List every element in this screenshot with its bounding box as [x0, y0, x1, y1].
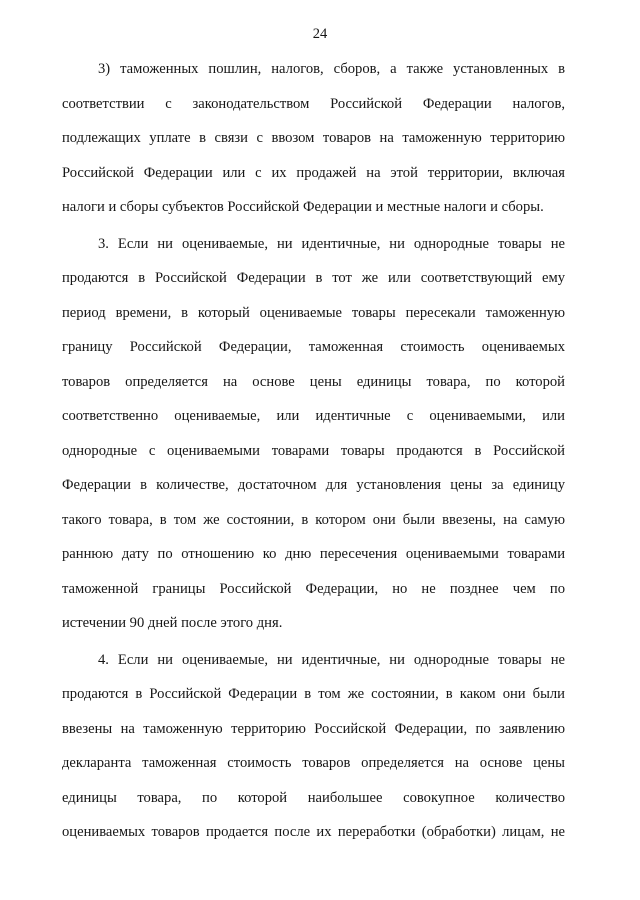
- document-body: [62, 57, 565, 855]
- text-line: 4. Если ни оцениваемые, ни идентичные, ни однородные товары не: [98, 651, 565, 668]
- text-line: Федерации в количестве, достаточном для установления цены за единицу: [62, 477, 565, 493]
- paragraph-clause-4: [62, 648, 565, 855]
- text-line: однородные с оцениваемыми товарами товары продаются в Российской: [62, 442, 565, 459]
- text-line: истечении 90 дней после этого дня.: [62, 615, 283, 631]
- text-line: 3) таможенных пошлин, налогов, сборов, а также установленных в: [98, 61, 565, 77]
- text-line: единицы товара, по которой наибольшее совокупное количество: [62, 789, 565, 806]
- text-line: соответствии с законодательством Российской Федерации налогов,: [62, 95, 565, 112]
- text-line: раннюю дату по отношению ко дню пересечения оцениваемыми товарами: [62, 546, 565, 562]
- text-line: такого товара, в том же состоянии, в котором они были ввезены, на самую: [62, 511, 565, 528]
- text-line: период времени, в который оцениваемые товары пересекали таможенную: [62, 304, 565, 321]
- text-line: ввезены на таможенную территорию Российской Федерации, по заявлению: [62, 720, 565, 737]
- text-line: Российской Федерации или с их продажей на этой территории, включая: [62, 164, 565, 181]
- text-line: декларанта таможенная стоимость товаров определяется на основе цены: [62, 755, 565, 771]
- text-line: налоги и сборы субъектов Российской Федерации и местные налоги и сборы.: [62, 199, 544, 215]
- text-line: соответственно оцениваемые, или идентичные с оцениваемыми, или: [62, 408, 565, 424]
- text-line: 3. Если ни оцениваемые, ни идентичные, ни однородные товары не: [98, 235, 565, 252]
- text-line: границу Российской Федерации, таможенная стоимость оцениваемых: [62, 339, 565, 355]
- paragraph-item-3: [62, 57, 565, 230]
- text-line: товаров определяется на основе цены единицы товара, по которой: [62, 373, 565, 390]
- text-line: продаются в Российской Федерации в том же состоянии, в каком они были: [62, 686, 565, 702]
- text-line: подлежащих уплате в связи с ввозом товаров на таможенную территорию: [62, 130, 565, 146]
- text-line: продаются в Российской Федерации в тот же или соответствующий ему: [62, 270, 565, 286]
- page-number: 24: [312, 26, 328, 42]
- text-line: оцениваемых товаров продается после их переработки (обработки) лицам, не: [62, 824, 565, 840]
- paragraph-clause-3: [62, 232, 565, 646]
- text-line: таможенной границы Российской Федерации, но не позднее чем по: [62, 580, 565, 597]
